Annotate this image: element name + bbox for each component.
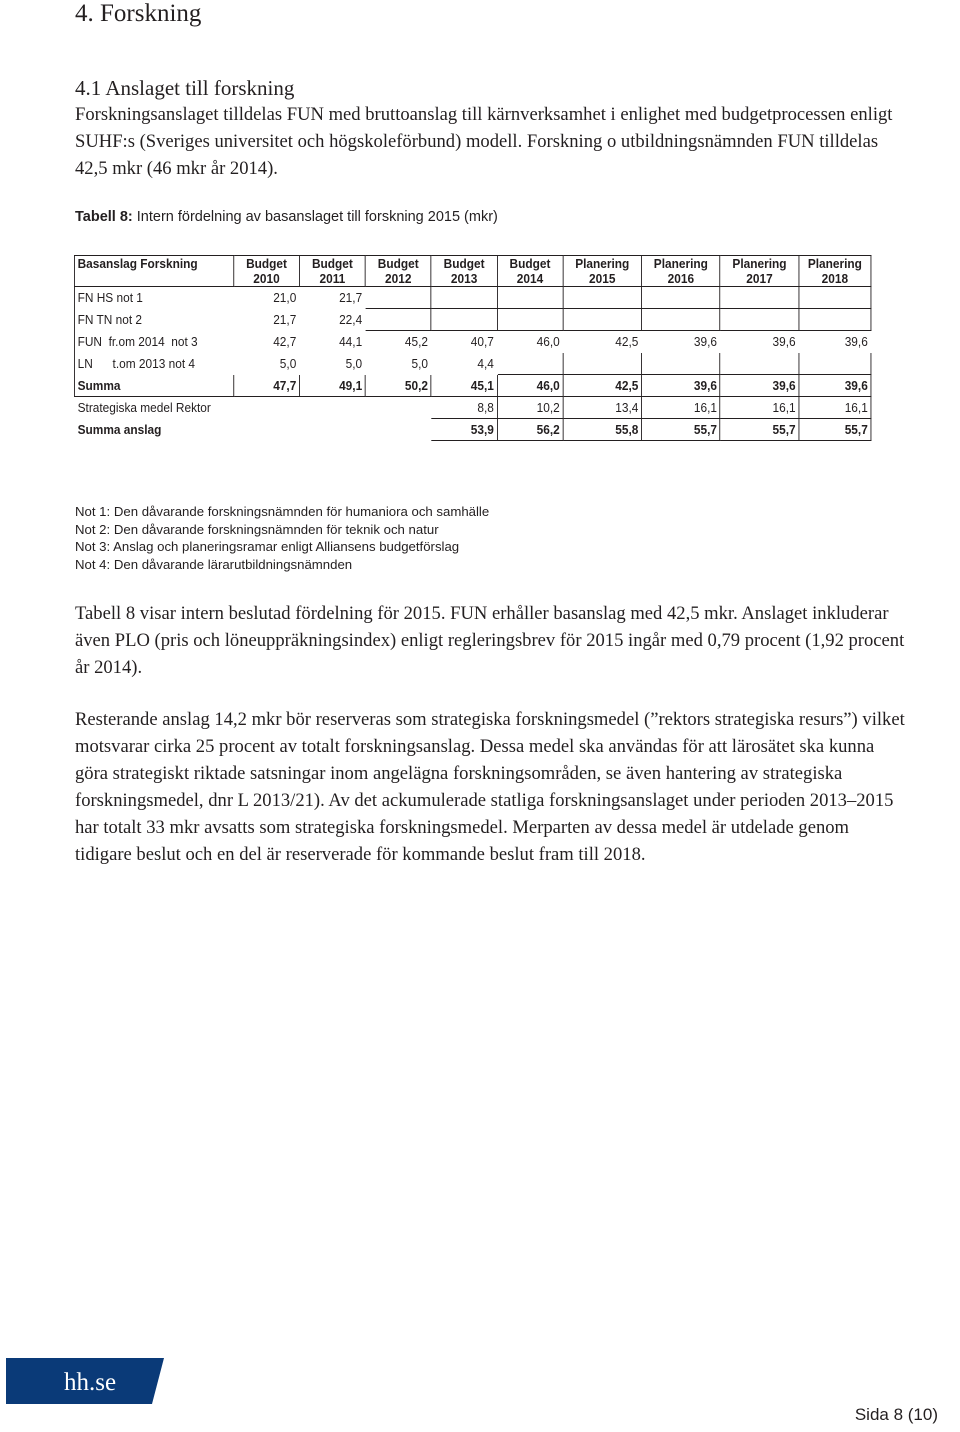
column-header-line2: 2018 (821, 271, 849, 286)
table-cell: 39,6 (642, 375, 721, 397)
column-header-line2: 2010 (253, 271, 280, 286)
note-1: Not 1: Den dåvarande forskningsnämnden för humaniora och samhälle (75, 504, 490, 519)
table-cell (720, 287, 799, 309)
table-cell (799, 287, 871, 309)
table-cell (563, 353, 642, 375)
table-cell (299, 397, 365, 419)
table-cell (497, 287, 563, 309)
column-header-line1: Budget (377, 256, 419, 271)
column-header-line1: Budget (443, 256, 485, 271)
table-cell: 40,7 (470, 334, 494, 349)
table-cell: 10,2 (497, 397, 563, 419)
table-cell (431, 287, 497, 309)
table-cell: 5,0 (279, 356, 297, 371)
column-header (720, 256, 799, 287)
table-caption-label: Tabell 8: (75, 209, 133, 225)
hh-logo (6, 1358, 164, 1404)
table-row (74, 331, 870, 353)
table-cell: 16,1 (642, 397, 721, 419)
table-cell: 22,4 (339, 312, 363, 327)
table-row (74, 309, 870, 331)
table-cell (234, 397, 300, 419)
table-cell: 56,2 (497, 419, 563, 441)
table-cell: 55,7 (642, 419, 721, 441)
paragraph-2: Tabell 8 visar intern beslutad fördelning för 2015. FUN erhåller basanslag med 42,5 mkr. Anslaget inkluderar även PLO (pris och löneuppräkningsindex) enligt regleringsbrev för 2015 ingår med 0,79 procent (1,92 procent år 2014). (75, 603, 905, 678)
column-header-line2: 2012 (385, 271, 412, 286)
table-cell (365, 419, 431, 441)
table-cell (642, 309, 721, 331)
header-label: Basanslag Forskning (74, 256, 233, 287)
table-cell (365, 287, 431, 309)
table-cell (365, 309, 431, 331)
row-label: Summa (74, 375, 233, 397)
table-cell: 44,1 (339, 334, 363, 349)
column-header (642, 256, 721, 287)
table-cell (365, 397, 431, 419)
table-cell: 55,7 (720, 419, 799, 441)
table-cell (563, 287, 642, 309)
table-cell (497, 353, 563, 375)
note-4: Not 4: Den dåvarande lärarutbildningsnämnden (75, 556, 353, 572)
table-cell: 16,1 (799, 397, 871, 419)
table-cell: 46,0 (536, 334, 560, 349)
table-cell: 8,8 (431, 397, 497, 419)
table-caption-text: Intern fördelning av basanslaget till forskning 2015 (mkr) (132, 209, 498, 225)
table-cell: 42,5 (615, 334, 639, 349)
column-header-line2: 2016 (667, 271, 695, 286)
note-2: Not 2: Den dåvarande forskningsnämnden för teknik och natur (75, 521, 439, 537)
table-row (74, 375, 870, 397)
hh-logo-shape (6, 1358, 164, 1404)
notes (75, 503, 489, 573)
column-header (431, 256, 497, 287)
table-cell: 39,6 (799, 375, 871, 397)
column-header-line1: Planering (732, 256, 787, 271)
table-cell: 49,1 (299, 375, 365, 397)
column-header-line1: Planering (653, 256, 708, 271)
table-cell: 39,6 (772, 334, 796, 349)
table-header-row (74, 256, 870, 287)
table-caption (75, 209, 498, 225)
column-header-line2: 2017 (746, 271, 773, 286)
table-cell: 21,0 (273, 290, 297, 305)
table-cell (431, 309, 497, 331)
row-label: FN TN not 2 (74, 309, 233, 331)
column-header (299, 256, 365, 287)
table-cell: 39,6 (844, 334, 868, 349)
table-cell: 21,7 (273, 312, 297, 327)
column-header-line2: 2015 (589, 271, 616, 286)
table-row (74, 287, 870, 309)
table-cell (720, 353, 799, 375)
chapter-title: 4. Forskning (75, 0, 202, 27)
table-cell: 55,7 (799, 419, 871, 441)
column-header (365, 256, 431, 287)
column-header-line1: Budget (311, 256, 353, 271)
column-header (563, 256, 642, 287)
table-cell: 45,1 (431, 375, 497, 397)
table-cell: 21,7 (339, 290, 363, 305)
note-3: Not 3: Anslag och planeringsramar enligt Alliansens budgetförslag (75, 539, 460, 555)
budget-table (74, 255, 871, 441)
table-cell: 42,5 (563, 375, 642, 397)
table-cell (799, 353, 871, 375)
row-label: FN HS not 1 (74, 287, 233, 309)
column-header-line2: 2011 (319, 271, 346, 286)
logo-text: hh.se (64, 1369, 117, 1396)
column-header-line2: 2013 (450, 271, 478, 286)
row-label: Summa anslag (77, 422, 162, 437)
column-header (497, 256, 563, 287)
table-cell (497, 309, 563, 331)
table-cell (563, 309, 642, 331)
column-header-line1: Planering (575, 256, 630, 271)
row-label: Strategiska medel Rektor (77, 400, 211, 415)
column-header-line2: 2014 (516, 271, 544, 286)
row-label: FUN fr.om 2014 not 3 (74, 331, 233, 353)
table-cell: 42,7 (273, 334, 297, 349)
table-cell (720, 309, 799, 331)
column-header-line1: Budget (246, 256, 287, 271)
column-header (234, 256, 300, 287)
table-cell: 46,0 (497, 375, 563, 397)
table-cell: 39,6 (720, 375, 799, 397)
table-cell (799, 309, 871, 331)
table-cell: 45,2 (404, 334, 429, 349)
intro-paragraph: Forskningsanslaget tilldelas FUN med bruttoanslag till kärnverksamhet i enlighet med budgetprocessen enligt SUHF:s (Sveriges universitet och högskoleförbund) modell. Forskning o utbildningsnämnden FUN tilldelas 42,5 mkr (46 mkr år 2014). (75, 104, 893, 179)
table-cell: 13,4 (563, 397, 642, 419)
table-cell (642, 287, 721, 309)
table-cell: 16,1 (720, 397, 799, 419)
table-cell: 5,0 (345, 356, 363, 371)
table-cell: 55,8 (563, 419, 642, 441)
table-row (74, 397, 870, 419)
table-row (74, 353, 870, 375)
page-number: Sida 8 (10) (854, 1405, 938, 1424)
table-cell: 53,9 (431, 419, 497, 441)
table-cell: 39,6 (693, 334, 718, 349)
table-cell (642, 353, 721, 375)
table-cell: 5,0 (411, 356, 429, 371)
column-header-line1: Planering (807, 256, 862, 271)
table-row (74, 419, 870, 441)
table-cell (299, 419, 365, 441)
section-title: 4.1 Anslaget till forskning (75, 76, 295, 100)
table-cell (234, 419, 300, 441)
column-header (799, 256, 871, 287)
table-cell: 50,2 (365, 375, 431, 397)
table-cell: 4,4 (477, 356, 494, 371)
table-cell: 47,7 (234, 375, 300, 397)
column-header-line1: Budget (509, 256, 551, 271)
paragraph-3: Resterande anslag 14,2 mkr bör reserveras som strategiska forskningsmedel (”rektors strategiska resurs”) vilket motsvarar cirka 25 procent av totalt forskningsanslag. Dessa medel ska användas för att lärosätet ska kunna göra strategiskt riktade satsningar inom angelägna forskningsområden, se även hantering av strategiska forskningsmedel, dnr L 2013/21). Av det ackumulerade statliga forskningsanslaget under perioden 2013–2015 har totalt 33 mkr avsatts som strategiska forskningsmedel. Merparten av dessa medel är utdelade genom tidigare beslut och en del är reserverade för kommande beslut fram till 2018. (75, 709, 905, 865)
row-label: LN t.om 2013 not 4 (74, 353, 233, 375)
